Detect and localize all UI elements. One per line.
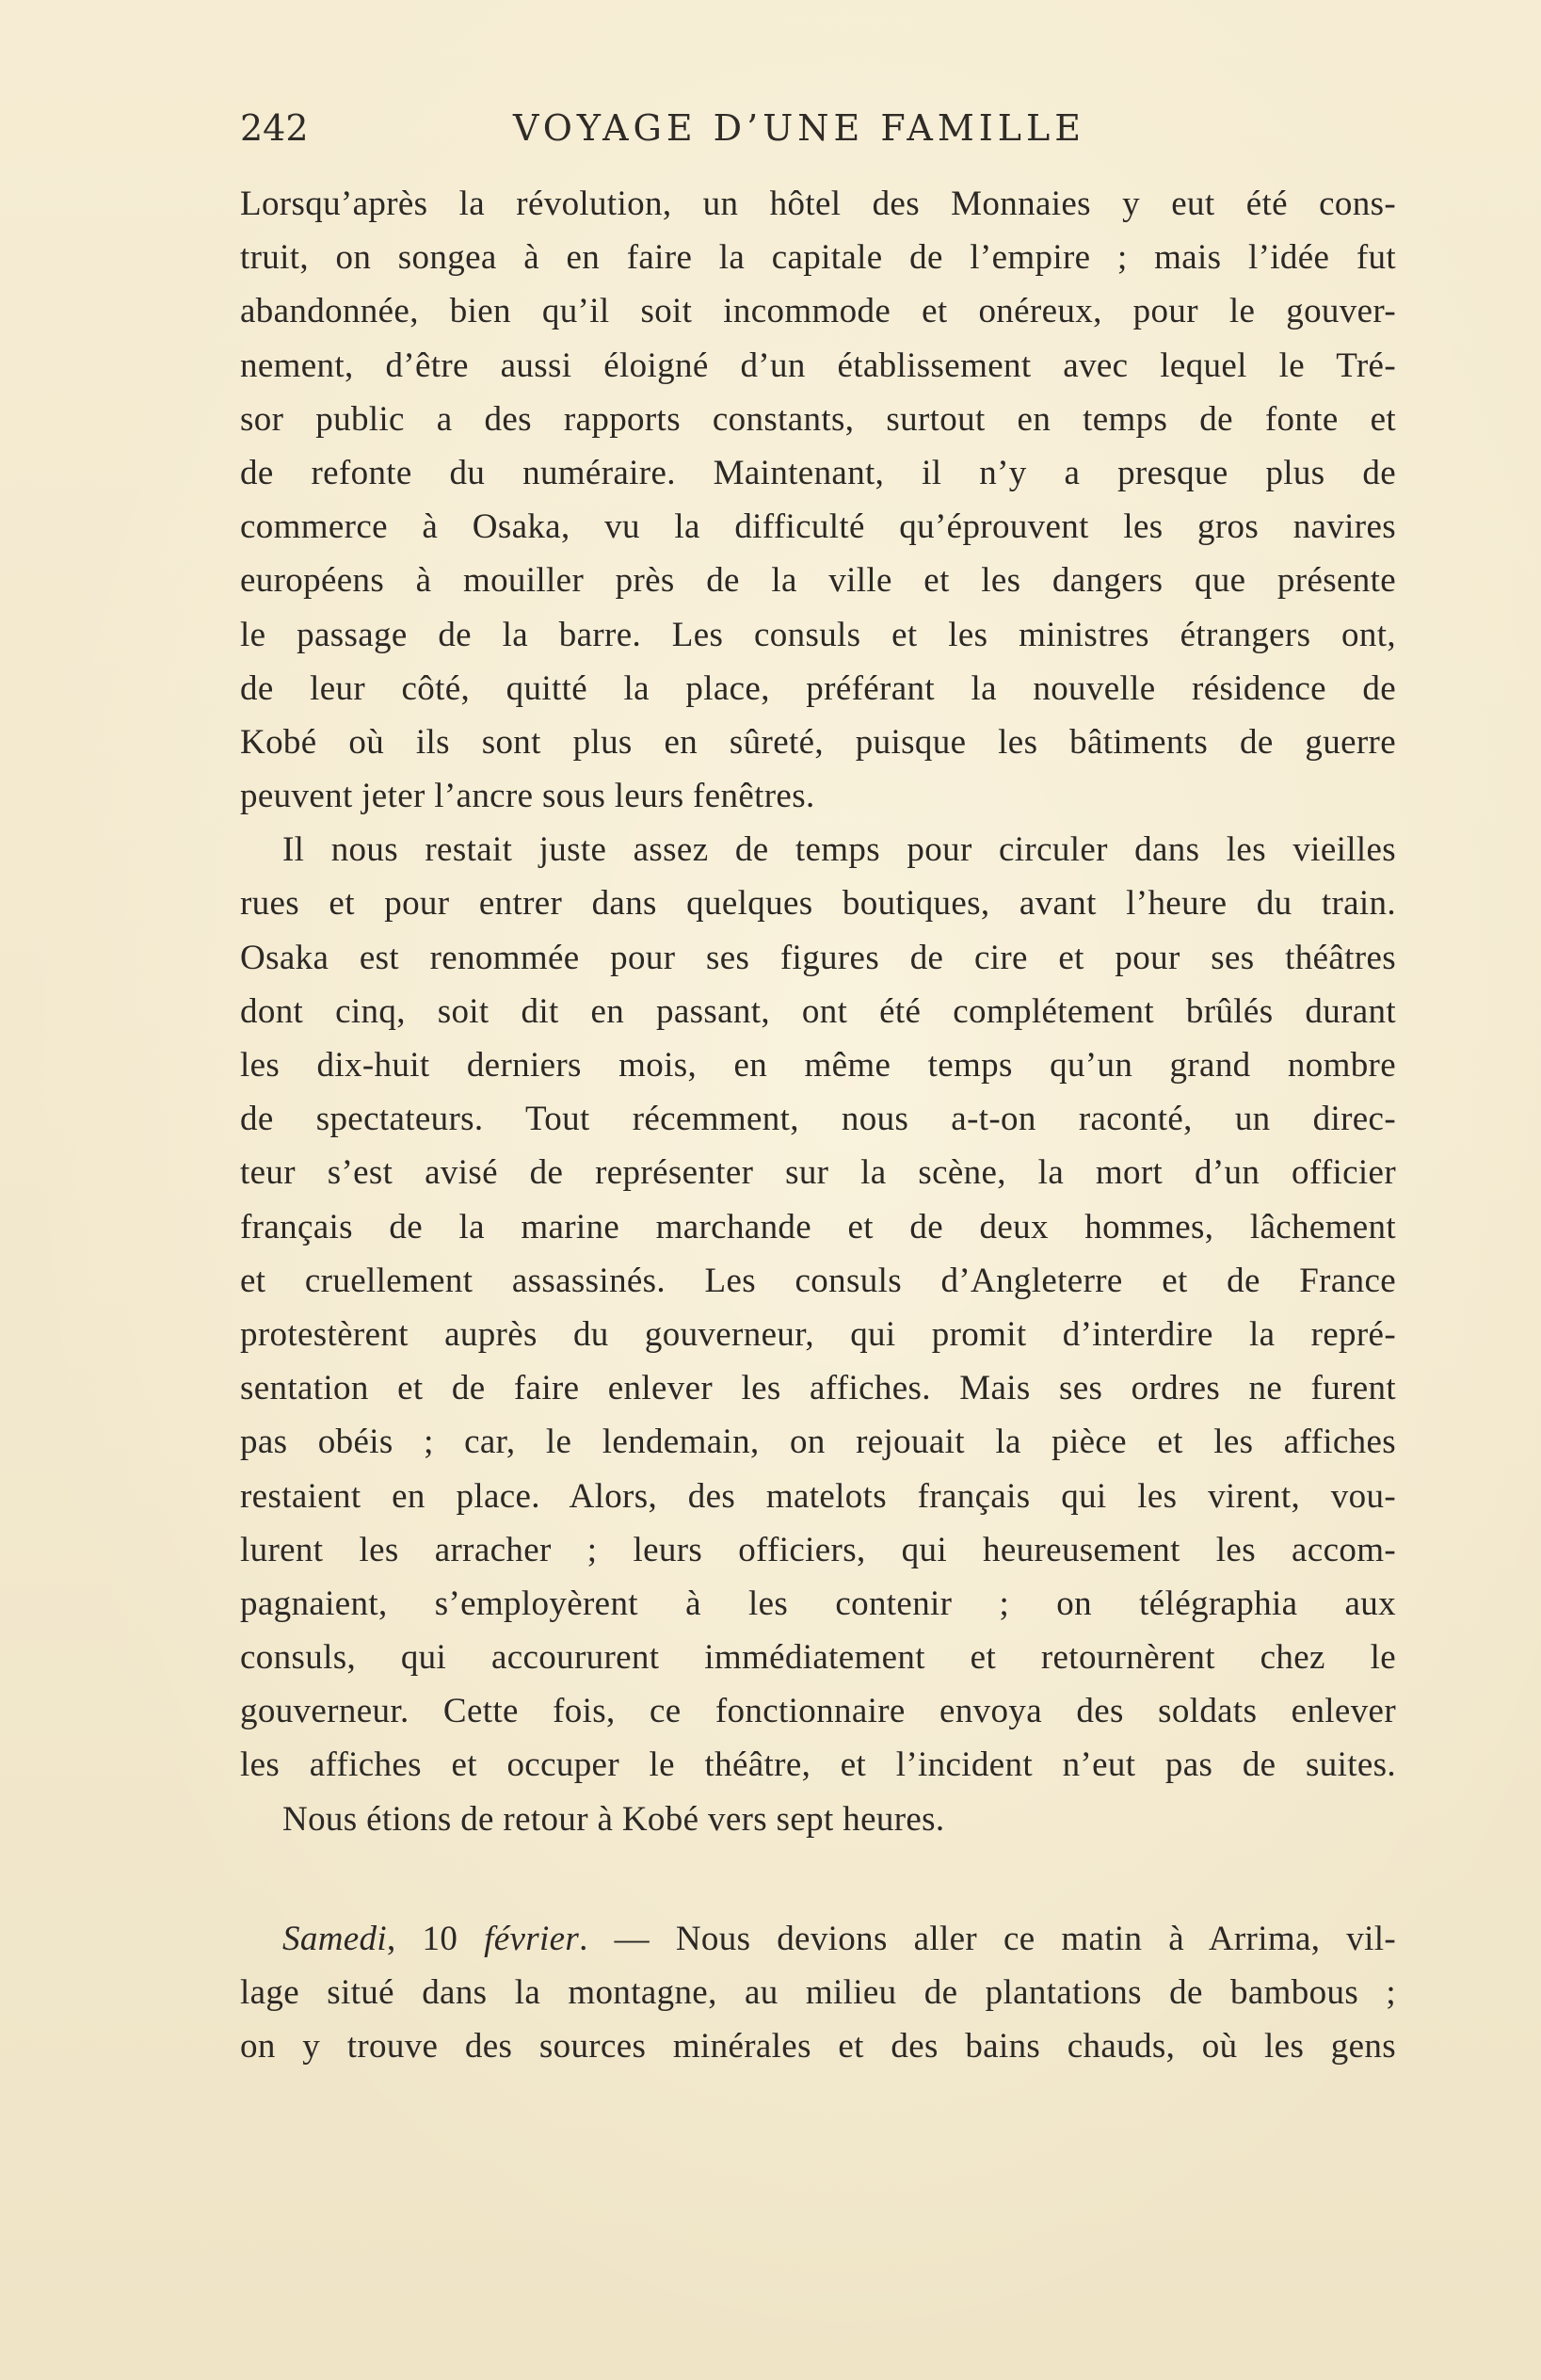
text-line: sentation et de faire enlever les affiches. Mais ses ordres ne furent (240, 1369, 1396, 1408)
paragraph-2 (240, 823, 1396, 1792)
text-line: lage situé dans la montagne, au milieu de plantations de bambous ; (240, 1973, 1396, 2012)
text-line: restaient en place. Alors, des matelots français qui les virent, vou- (240, 1476, 1396, 1516)
text-line: français de la marine marchande et de deux hommes, lâchement (240, 1207, 1396, 1246)
text-line: gouverneur. Cette fois, ce fonctionnaire envoya des soldats enlever (240, 1692, 1396, 1731)
section-gap (240, 1846, 1396, 1912)
text-line: Nous étions de retour à Kobé vers sept heures. (282, 1799, 945, 1839)
text-line: Il nous restait juste assez de temps pour circuler dans les vieilles (282, 830, 1396, 870)
text-line: Lorsqu’après la révolution, un hôtel des Monnaies y eut été cons- (240, 185, 1396, 223)
page-number: 242 (240, 107, 309, 149)
text-line: de leur côté, quitté la place, préférant la nouvelle résidence de (240, 668, 1396, 708)
text-line: abandonnée, bien qu’il soit incommode et onéreux, pour le gouver- (240, 292, 1396, 331)
text-line: truit, on songea à en faire la capitale de l’empire ; mais l’idée fut (240, 238, 1396, 278)
text-line: et cruellement assassinés. Les consuls d’Angleterre et de France (240, 1261, 1396, 1300)
text-line: de refonte du numéraire. Maintenant, il n’y a presque plus de (240, 453, 1396, 492)
text-line: européens à mouiller près de la ville et les dangers que présente (240, 561, 1396, 601)
text-line: dont cinq, soit dit en passant, ont été complétement brûlés durant (240, 991, 1396, 1031)
text-line: peuvent jeter l’ancre sous leurs fenêtres. (240, 777, 815, 816)
paragraph-3 (240, 1793, 1396, 1846)
entry-day: Samedi (282, 1919, 388, 1958)
text-line: Kobé où ils sont plus en sûreté, puisque les bâtiments de guerre (240, 722, 1396, 762)
text-line: lurent les arracher ; leurs officiers, qui heureusement les accom- (240, 1530, 1396, 1569)
entry-month: février (484, 1919, 580, 1958)
text-line: pas obéis ; car, le lendemain, on rejouait la pièce et les affiches (240, 1423, 1396, 1462)
text-line: Osaka est renommée pour ses figures de cire et pour ses théâtres (240, 938, 1396, 977)
entry-date-number: , 10 (387, 1919, 485, 1958)
running-head: VOYAGE D’UNE FAMILLE (513, 107, 1085, 149)
text-line: protestèrent auprès du gouverneur, qui promit d’interdire la repré- (240, 1314, 1396, 1354)
body-text (240, 177, 1396, 2073)
text-line: le passage de la barre. Les consuls et les ministres étrangers ont, (240, 615, 1396, 654)
text-line: on y trouve des sources minérales et des bains chauds, où les gens (240, 2027, 1396, 2066)
text-line: teur s’est avisé de représenter sur la scène, la mort d’un officier (240, 1153, 1396, 1193)
text-line: pagnaient, s’employèrent à les contenir ; on télégraphia aux (240, 1584, 1396, 1623)
text-line: consuls, qui accoururent immédiatement et retournèrent chez le (240, 1638, 1396, 1678)
paragraph-4 (240, 1912, 1396, 2074)
text-line: les dix-huit derniers mois, en même temps qu’un grand nombre (240, 1046, 1396, 1085)
text-line: nement, d’être aussi éloigné d’un établissement avec lequel le Tré- (240, 346, 1396, 385)
text-line: commerce à Osaka, vu la difficulté qu’éprouvent les gros navires (240, 507, 1396, 547)
paragraph-1 (240, 177, 1396, 823)
text-line: les affiches et occuper le théâtre, et l’incident n’eut pas de suites. (240, 1745, 1396, 1785)
text-line: rues et pour entrer dans quelques boutiques, avant l’heure du train. (240, 884, 1396, 924)
page-header (240, 102, 1116, 158)
dated-entry-line (240, 1912, 1396, 1966)
text-line: sor public a des rapports constants, surtout en temps de fonte et (240, 399, 1396, 439)
entry-text: . — Nous devions aller ce matin à Arrima, vil- (579, 1919, 1397, 1958)
text-line: de spectateurs. Tout récemment, nous a-t-on raconté, un direc- (240, 1100, 1396, 1139)
